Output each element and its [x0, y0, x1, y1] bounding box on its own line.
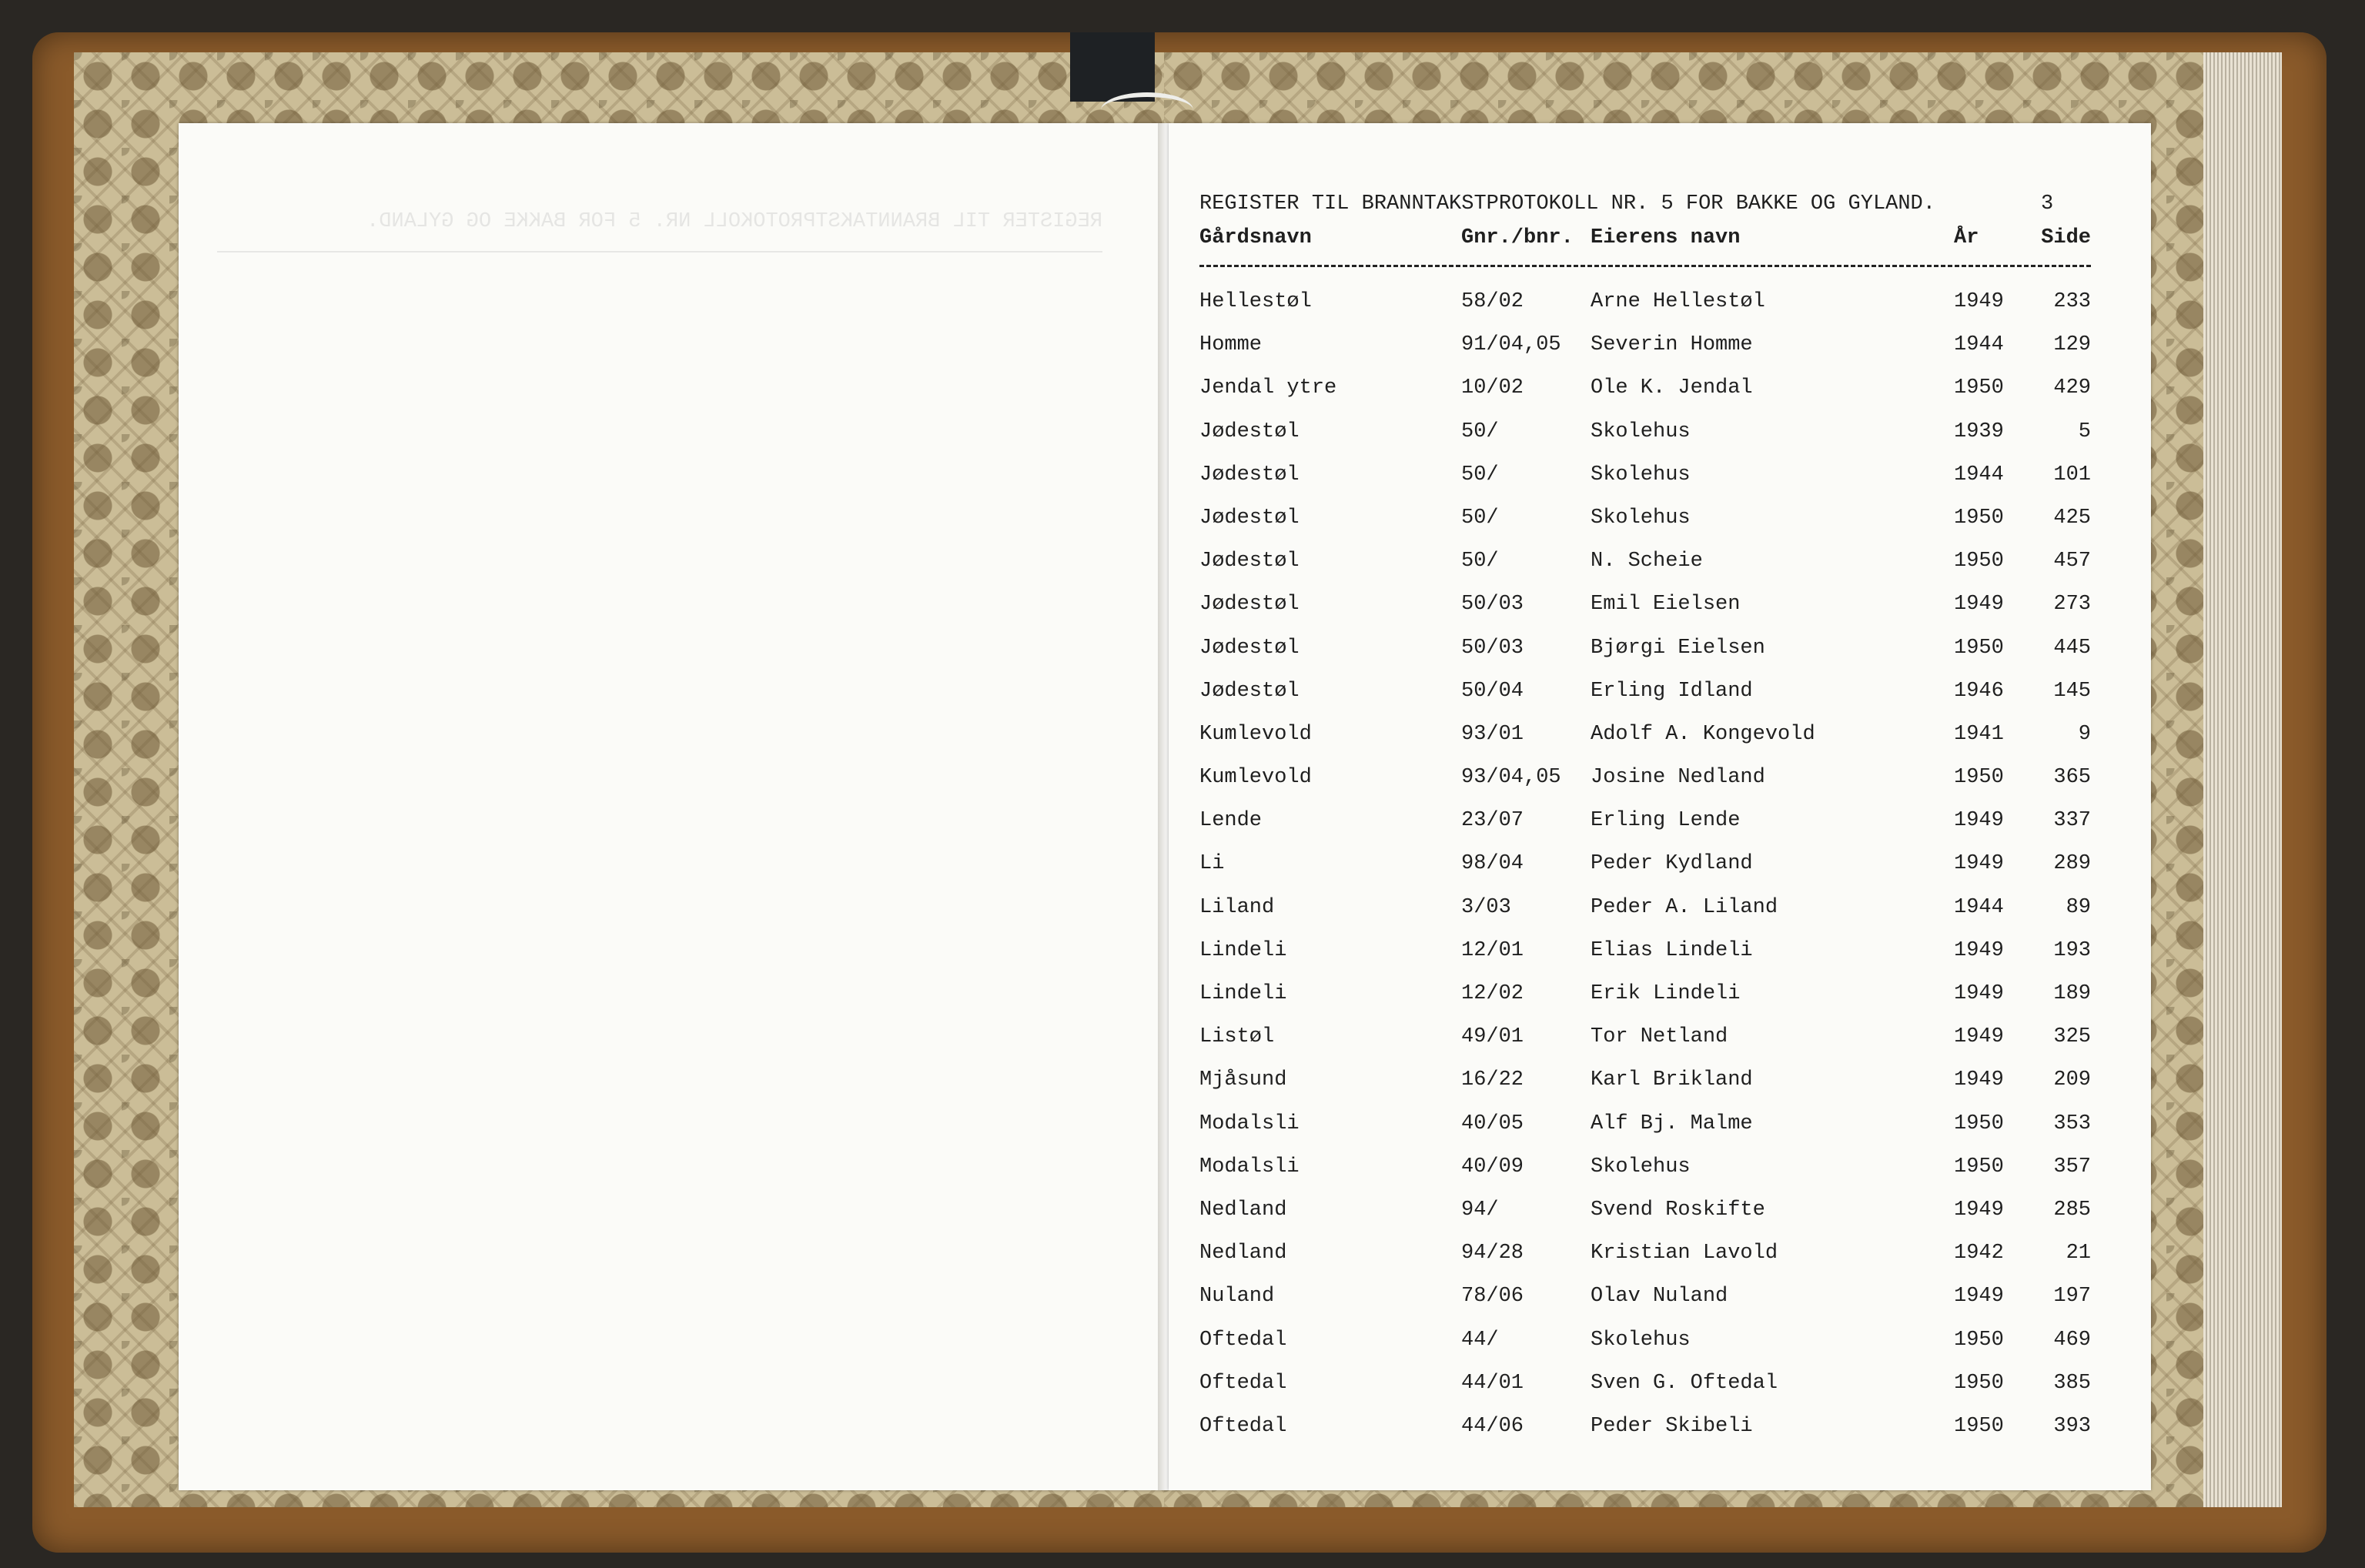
cell-year: 1949	[1954, 593, 2004, 617]
right-page	[1169, 123, 2151, 1490]
header-year: År	[1954, 226, 1979, 249]
cell-farm: Nedland	[1199, 1242, 1287, 1265]
cell-farm: Lindeli	[1199, 938, 1287, 962]
cell-page: 429	[2053, 376, 2091, 400]
cell-owner: Kristian Lavold	[1591, 1242, 1778, 1265]
table-row	[1199, 593, 2120, 636]
register-document	[1199, 192, 2120, 1458]
table-row	[1199, 376, 2120, 420]
cell-year: 1950	[1954, 550, 2004, 573]
cell-owner: Svend Roskifte	[1591, 1198, 1765, 1222]
cell-farm: Lende	[1199, 809, 1263, 833]
cell-page: 197	[2053, 1285, 2091, 1309]
cell-owner: Olav Nuland	[1591, 1285, 1728, 1309]
table-row	[1199, 1372, 2120, 1415]
cell-year: 1949	[1954, 1025, 2004, 1049]
cell-owner: Erik Lindeli	[1591, 982, 1741, 1005]
cell-year: 1949	[1954, 852, 2004, 876]
cell-farm: Lindeli	[1199, 982, 1287, 1005]
cell-year: 1949	[1954, 290, 2004, 313]
cell-year: 1949	[1954, 982, 2004, 1005]
cell-year: 1950	[1954, 376, 2004, 400]
cell-owner: Peder A. Liland	[1591, 895, 1778, 919]
table-row	[1199, 896, 2120, 939]
table-row	[1199, 1285, 2120, 1328]
cell-page: 337	[2053, 809, 2091, 833]
table-row	[1199, 507, 2120, 550]
cell-page: 233	[2053, 290, 2091, 313]
cell-gnr: 44/06	[1461, 1414, 1524, 1438]
cell-gnr: 93/01	[1461, 722, 1524, 746]
cell-farm: Li	[1199, 852, 1225, 876]
table-row	[1199, 723, 2120, 766]
cell-page: 357	[2053, 1155, 2091, 1179]
cell-page: 365	[2053, 766, 2091, 790]
cell-owner: Erling Idland	[1591, 679, 1753, 703]
cell-owner: Tor Netland	[1591, 1025, 1728, 1049]
cell-owner: Erling Lende	[1591, 809, 1741, 833]
cell-owner: Peder Kydland	[1591, 852, 1753, 876]
table-row	[1199, 420, 2120, 463]
cell-page: 189	[2053, 982, 2091, 1005]
cell-farm: Modalsli	[1199, 1112, 1300, 1135]
table-row	[1199, 290, 2120, 333]
cell-gnr: 40/05	[1461, 1112, 1524, 1135]
cell-gnr: 3/03	[1461, 895, 1511, 919]
table-row	[1199, 1199, 2120, 1242]
cell-gnr: 23/07	[1461, 809, 1524, 833]
table-row	[1199, 637, 2120, 680]
cell-owner: Skolehus	[1591, 1328, 1691, 1352]
cell-page: 425	[2053, 506, 2091, 530]
table-row	[1199, 852, 2120, 895]
cell-gnr: 50/	[1461, 420, 1499, 443]
cell-page: 21	[2066, 1242, 2091, 1265]
cell-farm: Liland	[1199, 895, 1275, 919]
table-row	[1199, 1025, 2120, 1068]
cell-farm: Kumlevold	[1199, 722, 1312, 746]
cell-owner: Skolehus	[1591, 506, 1691, 530]
cell-year: 1944	[1954, 333, 2004, 357]
cell-gnr: 12/01	[1461, 938, 1524, 962]
header-rule	[1199, 265, 2091, 267]
cell-page: 101	[2053, 463, 2091, 486]
cell-year: 1950	[1954, 1328, 2004, 1352]
cell-farm: Jødestøl	[1199, 550, 1300, 573]
cell-gnr: 50/03	[1461, 593, 1524, 617]
table-row	[1199, 982, 2120, 1025]
cell-gnr: 10/02	[1461, 376, 1524, 400]
cell-farm: Oftedal	[1199, 1328, 1287, 1352]
cell-gnr: 50/04	[1461, 679, 1524, 703]
cell-gnr: 50/	[1461, 506, 1499, 530]
ghost-rule	[217, 251, 1102, 252]
cell-owner: Karl Brikland	[1591, 1068, 1753, 1092]
table-row	[1199, 680, 2120, 723]
cell-gnr: 49/01	[1461, 1025, 1524, 1049]
register-rows	[1199, 290, 2120, 1458]
cell-page: 273	[2053, 593, 2091, 617]
cell-gnr: 58/02	[1461, 290, 1524, 313]
page-number: 3	[2041, 192, 2054, 216]
cell-gnr: 94/28	[1461, 1242, 1524, 1265]
spine-binding	[1070, 32, 1155, 102]
header-farm: Gårdsnavn	[1199, 226, 1312, 249]
cell-farm: Jødestøl	[1199, 420, 1300, 443]
cell-page: 325	[2053, 1025, 2091, 1049]
cell-gnr: 50/	[1461, 550, 1499, 573]
cell-page: 89	[2066, 895, 2091, 919]
cell-owner: Skolehus	[1591, 420, 1691, 443]
cell-page: 5	[2078, 420, 2091, 443]
table-row	[1199, 1068, 2120, 1112]
page-title: REGISTER TIL BRANNTAKSTPROTOKOLL NR. 5 FOR BAKKE OG GYLAND.	[1199, 192, 1935, 216]
cell-owner: Josine Nedland	[1591, 766, 1765, 790]
cell-owner: Bjørgi Eielsen	[1591, 636, 1765, 660]
cell-farm: Jendal ytre	[1199, 376, 1337, 400]
cell-page: 393	[2053, 1414, 2091, 1438]
cell-gnr: 40/09	[1461, 1155, 1524, 1179]
cell-gnr: 78/06	[1461, 1285, 1524, 1309]
cell-farm: Jødestøl	[1199, 506, 1300, 530]
cell-year: 1950	[1954, 506, 2004, 530]
cell-farm: Modalsli	[1199, 1155, 1300, 1179]
cell-farm: Jødestøl	[1199, 593, 1300, 617]
cell-page: 129	[2053, 333, 2091, 357]
cell-owner: Sven G. Oftedal	[1591, 1371, 1778, 1395]
cell-year: 1949	[1954, 1068, 2004, 1092]
cell-owner: Peder Skibeli	[1591, 1414, 1753, 1438]
table-row	[1199, 1155, 2120, 1199]
cell-gnr: 98/04	[1461, 852, 1524, 876]
title-row	[1199, 192, 2120, 226]
cell-farm: Listøl	[1199, 1025, 1275, 1049]
table-row	[1199, 333, 2120, 376]
cell-year: 1950	[1954, 1155, 2004, 1179]
cell-gnr: 44/01	[1461, 1371, 1524, 1395]
cell-owner: Severin Homme	[1591, 333, 1753, 357]
table-row	[1199, 939, 2120, 982]
cell-year: 1946	[1954, 679, 2004, 703]
cell-page: 9	[2078, 722, 2091, 746]
cell-year: 1942	[1954, 1242, 2004, 1265]
table-row	[1199, 1242, 2120, 1285]
table-row	[1199, 550, 2120, 593]
cell-year: 1949	[1954, 1285, 2004, 1309]
cell-farm: Mjåsund	[1199, 1068, 1287, 1092]
table-row	[1199, 1112, 2120, 1155]
cell-farm: Hellestøl	[1199, 290, 1312, 313]
cell-year: 1949	[1954, 1198, 2004, 1222]
cell-page: 285	[2053, 1198, 2091, 1222]
table-row	[1199, 766, 2120, 809]
header-owner: Eierens navn	[1591, 226, 1741, 249]
cell-gnr: 50/	[1461, 463, 1499, 486]
cell-gnr: 16/22	[1461, 1068, 1524, 1092]
cell-year: 1950	[1954, 1414, 2004, 1438]
cell-page: 289	[2053, 852, 2091, 876]
cell-year: 1949	[1954, 809, 2004, 833]
cell-gnr: 91/04,05	[1461, 333, 1561, 357]
cell-owner: Skolehus	[1591, 1155, 1691, 1179]
cell-farm: Oftedal	[1199, 1414, 1287, 1438]
cell-farm: Jødestøl	[1199, 463, 1300, 486]
table-row	[1199, 463, 2120, 507]
cell-owner: N. Scheie	[1591, 550, 1703, 573]
cell-year: 1939	[1954, 420, 2004, 443]
cell-owner: Elias Lindeli	[1591, 938, 1753, 962]
cell-owner: Arne Hellestøl	[1591, 290, 1765, 313]
cell-page: 353	[2053, 1112, 2091, 1135]
cell-year: 1941	[1954, 722, 2004, 746]
cell-gnr: 12/02	[1461, 982, 1524, 1005]
cell-owner: Skolehus	[1591, 463, 1691, 486]
cell-year: 1944	[1954, 895, 2004, 919]
cell-farm: Jødestøl	[1199, 636, 1300, 660]
page-edges	[2203, 52, 2282, 1507]
cell-year: 1950	[1954, 766, 2004, 790]
cell-gnr: 44/	[1461, 1328, 1499, 1352]
cell-page: 193	[2053, 938, 2091, 962]
cell-page: 469	[2053, 1328, 2091, 1352]
cell-page: 209	[2053, 1068, 2091, 1092]
table-row	[1199, 1329, 2120, 1372]
cell-year: 1950	[1954, 1112, 2004, 1135]
cell-farm: Kumlevold	[1199, 766, 1312, 790]
cell-farm: Nuland	[1199, 1285, 1275, 1309]
cell-year: 1949	[1954, 938, 2004, 962]
table-header	[1199, 226, 2120, 262]
cell-page: 145	[2053, 679, 2091, 703]
cell-gnr: 50/03	[1461, 636, 1524, 660]
cell-owner: Emil Eielsen	[1591, 593, 1741, 617]
bleed-through-text	[217, 200, 1102, 1463]
cell-owner: Alf Bj. Malme	[1591, 1112, 1753, 1135]
table-row	[1199, 1415, 2120, 1458]
cell-year: 1944	[1954, 463, 2004, 486]
table-row	[1199, 809, 2120, 852]
cell-gnr: 94/	[1461, 1198, 1499, 1222]
header-gnr: Gnr./bnr.	[1461, 226, 1574, 249]
cell-farm: Nedland	[1199, 1198, 1287, 1222]
cell-page: 385	[2053, 1371, 2091, 1395]
ghost-title: REGISTER TIL BRANNTAKSTPROTOKOLL NR. 5 FOR BAKKE OG GYLAND.	[366, 210, 1102, 233]
cell-gnr: 93/04,05	[1461, 766, 1561, 790]
cell-year: 1950	[1954, 636, 2004, 660]
cell-farm: Homme	[1199, 333, 1263, 357]
cell-owner: Adolf A. Kongevold	[1591, 722, 1815, 746]
cell-farm: Jødestøl	[1199, 679, 1300, 703]
left-page	[179, 123, 1169, 1490]
header-page: Side	[2041, 226, 2091, 249]
cell-owner: Ole K. Jendal	[1591, 376, 1753, 400]
cell-year: 1950	[1954, 1371, 2004, 1395]
cell-farm: Oftedal	[1199, 1371, 1287, 1395]
cell-page: 457	[2053, 550, 2091, 573]
cell-page: 445	[2053, 636, 2091, 660]
